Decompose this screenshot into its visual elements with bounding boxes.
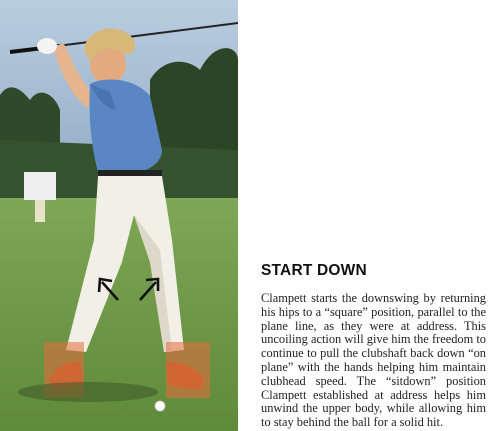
target-post — [35, 200, 45, 222]
right-foot-highlight — [166, 342, 210, 398]
ground-shadow — [18, 382, 158, 402]
golf-glove — [37, 38, 57, 54]
golfer-photo — [0, 0, 238, 431]
golfer-photo-illustration — [0, 0, 238, 431]
golf-ball — [155, 401, 165, 411]
article-text — [261, 262, 486, 430]
target-sign — [24, 172, 56, 200]
article-body: Clampett starts the downswing by returning his hips to a “square” position, parallel to the plane line, as they were at address. This uncoiling action will give him the freedom to continue to pull the clubshaft back down “on plane” with the hands helping him maintain clubhead speed. The “sitdown” position Clampett established at address helps him unwind the upper body, while allowing him to stay behind the ball for a solid hit. — [261, 291, 486, 430]
article-heading: START DOWN — [261, 262, 367, 279]
